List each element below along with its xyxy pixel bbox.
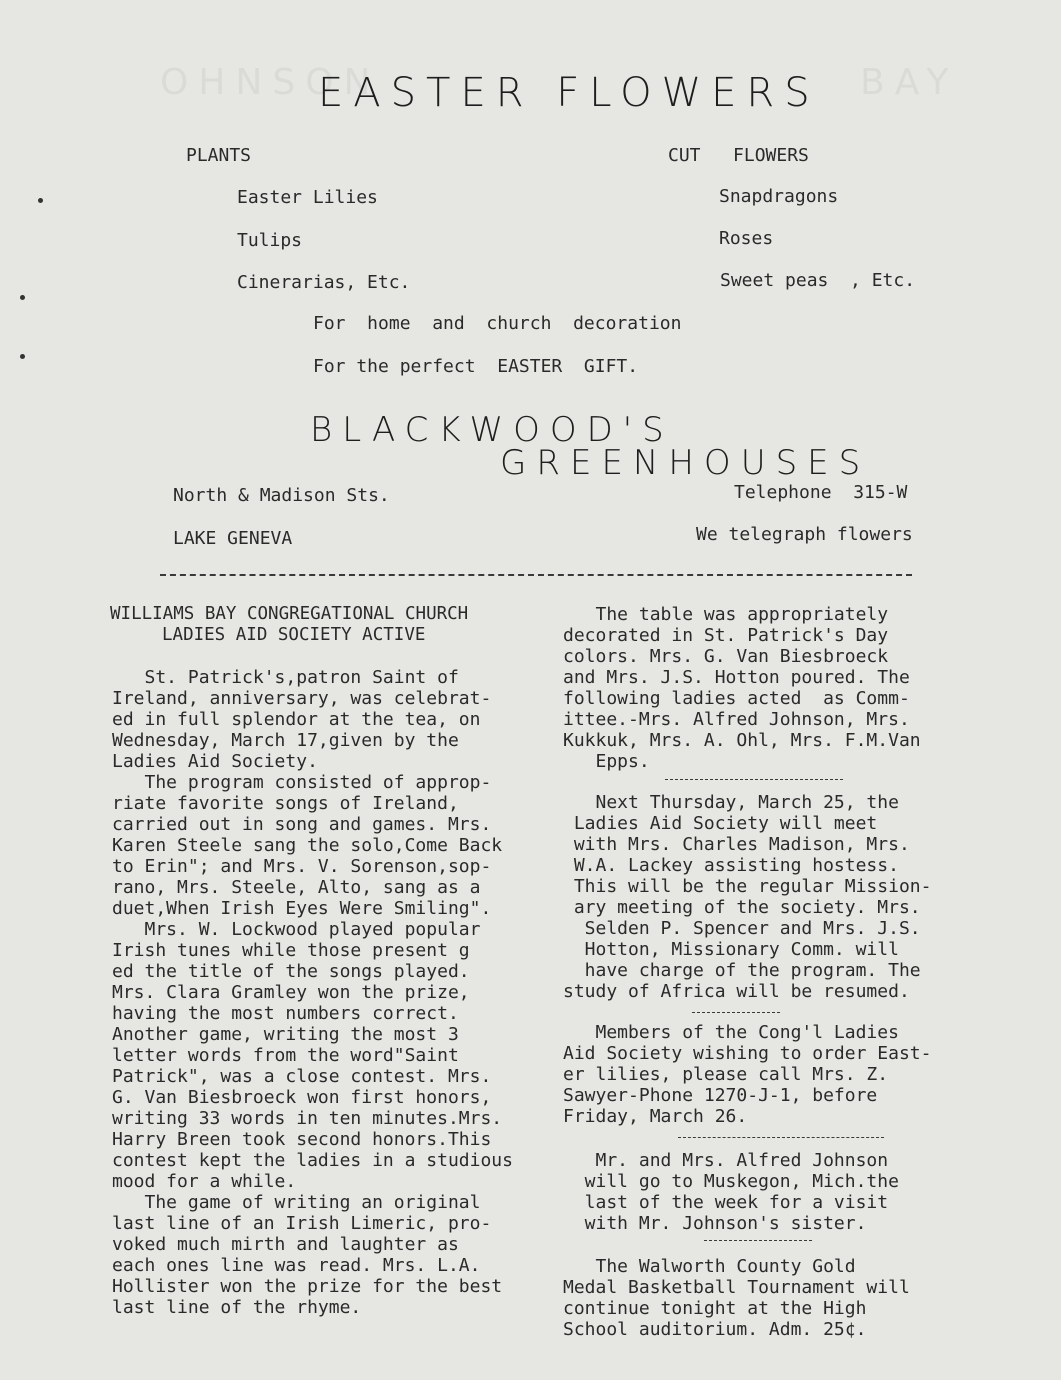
article-line: Ireland, anniversary, was celebrat- (112, 688, 492, 709)
bleed-through-ghost-text: OHNSON (160, 62, 381, 103)
notice-line: Sawyer-Phone 1270-J-1, before (563, 1085, 878, 1106)
paragraph-divider (692, 1012, 780, 1013)
notice-line: Aid Society wishing to order East- (563, 1043, 932, 1064)
notice-line: Medal Basketball Tournament will (563, 1277, 910, 1298)
article-line: and Mrs. J.S. Hotton poured. The (563, 667, 910, 688)
plant-item: Easter Lilies (237, 187, 378, 208)
article-line: Patrick", was a close contest. Mrs. (112, 1066, 492, 1087)
paragraph-divider (704, 1240, 812, 1241)
notice-line: last of the week for a visit (563, 1192, 889, 1213)
notice-line: continue tonight at the High (563, 1298, 867, 1319)
article-line: rano, Mrs. Steele, Alto, sang as a (112, 877, 481, 898)
plants-heading: PLANTS (186, 145, 252, 166)
article-line: Mrs. W. Lockwood played popular (112, 919, 481, 940)
ad-line-gift: For the perfect EASTER GIFT. (313, 356, 639, 377)
article-line: to Erin"; and Mrs. V. Sorenson,sop- (112, 856, 492, 877)
ad-line-decoration: For home and church decoration (313, 313, 682, 334)
business-city: LAKE GENEVA (173, 528, 293, 549)
plant-item: Tulips (237, 230, 303, 251)
page-mark (38, 198, 43, 203)
cut-flower-item: Sweet peas , Etc. (720, 270, 916, 291)
page-mark (20, 295, 25, 300)
article-line: carried out in song and games. Mrs. (112, 814, 492, 835)
article-line: ed in full splendor at the tea, on (112, 709, 481, 730)
article-line: mood for a while. (112, 1171, 297, 1192)
article-line: each ones line was read. Mrs. L.A. (112, 1255, 481, 1276)
article-line: Mrs. Clara Gramley won the prize, (112, 982, 470, 1003)
article-line: ed the title of the songs played. (112, 961, 470, 982)
notice-line: Hotton, Missionary Comm. will (563, 939, 899, 960)
ad-title: EASTER FLOWERS (318, 70, 820, 116)
paragraph-divider (678, 1137, 884, 1138)
notice-line: The Walworth County Gold (563, 1256, 856, 1277)
johnson-visit-notice (563, 1150, 899, 1234)
article-line: following ladies acted as Comm- (563, 688, 910, 709)
article-line: Ladies Aid Society. (112, 751, 318, 772)
article-line: decorated in St. Patrick's Day (563, 625, 889, 646)
notice-line: have charge of the program. The (563, 960, 921, 981)
article-line: Kukkuk, Mrs. A. Ohl, Mrs. F.M.Van (563, 730, 921, 751)
article-line: Irish tunes while those present g (112, 940, 470, 961)
notice-line: This will be the regular Mission- (563, 876, 932, 897)
business-phone: Telephone 315-W (734, 482, 908, 503)
basketball-notice (563, 1256, 910, 1340)
article-line: letter words from the word"Saint (112, 1045, 459, 1066)
article-line: The program consisted of approp- (112, 772, 492, 793)
article-line: colors. Mrs. G. Van Biesbroeck (563, 646, 889, 667)
business-name-line1: BLACKWOOD'S (310, 410, 674, 450)
article-line: having the most numbers correct. (112, 1003, 459, 1024)
article-body-left (112, 667, 513, 1318)
paragraph-divider (665, 779, 843, 780)
easter-lilies-notice (563, 1022, 931, 1127)
telegraph-note: We telegraph flowers (696, 524, 913, 545)
article-continuation (563, 604, 921, 772)
cut-flower-item: Snapdragons (719, 186, 839, 207)
section-divider (160, 574, 912, 576)
notice-line: Members of the Cong'l Ladies (563, 1022, 899, 1043)
business-name-line2: GREENHOUSES (500, 443, 871, 483)
notice-line: Ladies Aid Society will meet (563, 813, 878, 834)
notice-line: er lilies, please call Mrs. Z. (563, 1064, 889, 1085)
article-line: contest kept the ladies in a studious (112, 1150, 513, 1171)
article-line: riate favorite songs of Ireland, (112, 793, 459, 814)
plant-item: Cinerarias, Etc. (237, 272, 411, 293)
article-line: writing 33 words in ten minutes.Mrs. (112, 1108, 503, 1129)
article-line: Hollister won the prize for the best (112, 1276, 503, 1297)
notice-line: W.A. Lackey assisting hostess. (563, 855, 899, 876)
article-subheadline: LADIES AID SOCIETY ACTIVE (162, 625, 426, 645)
notice-line: Friday, March 26. (563, 1106, 748, 1127)
article-line: ittee.-Mrs. Alfred Johnson, Mrs. (563, 709, 910, 730)
notice-line: study of Africa will be resumed. (563, 981, 910, 1002)
cut-flowers-heading: CUT FLOWERS (668, 145, 809, 166)
notice-line: with Mr. Johnson's sister. (563, 1213, 867, 1234)
page-mark (20, 354, 25, 359)
article-line: Epps. (563, 751, 650, 772)
article-line: Karen Steele sang the solo,Come Back (112, 835, 503, 856)
article-line: Harry Breen took second honors.This (112, 1129, 492, 1150)
notice-line: Next Thursday, March 25, the (563, 792, 899, 813)
article-line: Another game, writing the most 3 (112, 1024, 459, 1045)
notice-line: ary meeting of the society. Mrs. (563, 897, 921, 918)
notice-line: with Mrs. Charles Madison, Mrs. (563, 834, 910, 855)
article-line: duet,When Irish Eyes Were Smiling". (112, 898, 492, 919)
article-line: last line of an Irish Limeric, pro- (112, 1213, 492, 1234)
notice-line: School auditorium. Adm. 25¢. (563, 1319, 867, 1340)
notice-line: Mr. and Mrs. Alfred Johnson (563, 1150, 889, 1171)
article-line: The table was appropriately (563, 604, 889, 625)
article-headline: WILLIAMS BAY CONGREGATIONAL CHURCH (110, 604, 469, 624)
missionary-meeting-notice (563, 792, 931, 1002)
article-line: G. Van Biesbroeck won first honors, (112, 1087, 492, 1108)
notice-line: Selden P. Spencer and Mrs. J.S. (563, 918, 921, 939)
cut-flower-item: Roses (719, 228, 774, 249)
article-line: voked much mirth and laughter as (112, 1234, 459, 1255)
article-line: last line of the rhyme. (112, 1297, 362, 1318)
article-line: Wednesday, March 17,given by the (112, 730, 459, 751)
article-line: St. Patrick's,patron Saint of (112, 667, 459, 688)
bleed-through-ghost-text: BAY (860, 62, 959, 103)
business-address: North & Madison Sts. (173, 485, 390, 506)
article-line: The game of writing an original (112, 1192, 481, 1213)
notice-line: will go to Muskegon, Mich.the (563, 1171, 899, 1192)
